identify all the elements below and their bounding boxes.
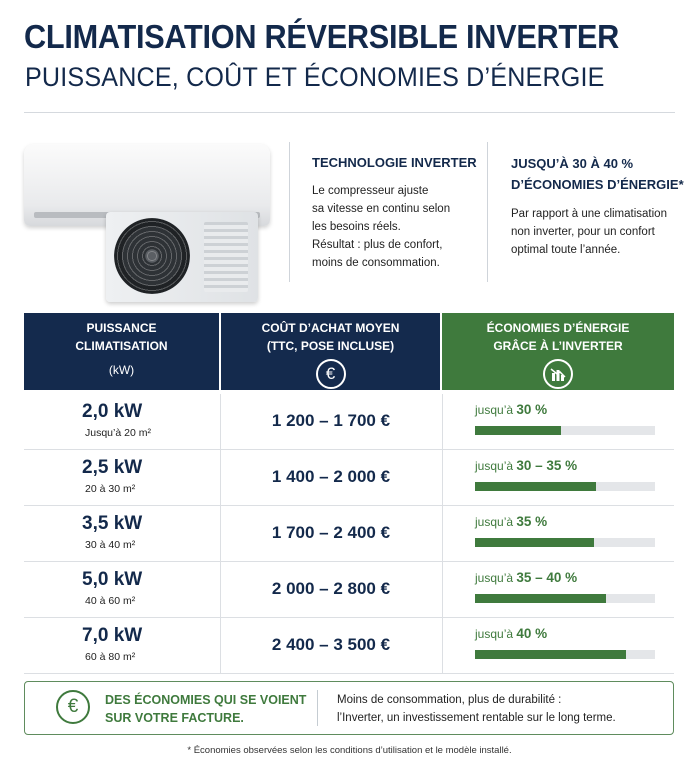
power-value: 2,0 kW [82,401,143,422]
area-value: 20 à 30 m² [85,483,136,495]
euro-icon: € [316,359,346,389]
area-value: 60 à 80 m² [85,651,136,663]
column-header-cost: COÛT D’ACHAT MOYEN (TTC, POSE INCLUSE) € [221,313,440,390]
callout-text: Moins de consommation, plus de durabilité : l’Inverter, un investissement rentable sur le long terme. [337,694,616,724]
price-value: 1 400 – 2 000 € [271,467,391,486]
table-row [24,450,674,506]
feature-text: Par rapport à une climatisation non inverter, pour un confort optimal toute l’année. [511,208,667,256]
power-value: 7,0 kW [82,625,143,646]
outdoor-unit [106,212,258,302]
feature-text: Le compresseur ajuste sa vitesse en continu selon les besoins réels. Résultat : plus de confort, moins de consommation. [312,185,451,269]
savings-callout [24,681,674,735]
savings-bar [475,650,655,659]
savings-value: jusqu’à 30 – 35 % [475,458,578,473]
page-subtitle: PUISSANCE, COÛT ET ÉCONOMIES D’ÉNERGIE [25,62,605,92]
table-row [24,618,674,674]
savings-bar [475,426,655,435]
savings-value: jusqu’à 40 % [475,626,548,641]
feature-title: JUSQU’À 30 À 40 % D’ÉCONOMIES D’ÉNERGIE* [511,156,684,192]
page-title: CLIMATISATION RÉVERSIBLE INVERTER [24,18,619,55]
column-header-power: PUISSANCE CLIMATISATION (kW) [24,313,219,390]
table-row [24,394,674,450]
savings-bar [475,482,655,491]
power-value: 3,5 kW [82,513,143,534]
savings-value: jusqu’à 35 % [475,514,548,529]
feature-title: TECHNOLOGIE INVERTER [312,155,477,170]
savings-value: jusqu’à 30 % [475,402,548,417]
air-conditioner-illustration [22,144,272,304]
power-value: 5,0 kW [82,569,143,590]
feature-divider [289,142,290,282]
table-row [24,506,674,562]
area-value: 40 à 60 m² [85,595,136,607]
callout-heading: DES ÉCONOMIES QUI SE VOIENT SUR VOTRE FACTURE. [105,693,307,725]
column-header-savings: ÉCONOMIES D’ÉNERGIE GRÂCE À L’INVERTER [442,313,674,390]
price-value: 2 400 – 3 500 € [271,635,391,654]
callout-divider [317,690,318,726]
price-value: 1 200 – 1 700 € [271,411,391,430]
area-value: Jusqu’à 20 m² [85,427,151,439]
price-value: 2 000 – 2 800 € [271,579,391,598]
savings-bar [475,538,655,547]
savings-bar [475,594,655,603]
area-value: 30 à 40 m² [85,539,136,551]
feature-divider [487,142,488,282]
footnote: * Économies observées selon les conditions d’utilisation et le modèle installé. [187,745,512,756]
price-value: 1 700 – 2 400 € [271,523,391,542]
header-divider [24,112,675,113]
savings-value: jusqu’à 35 – 40 % [475,570,578,585]
euro-icon: € [56,690,90,724]
fan-icon [114,218,190,294]
energy-savings-icon [543,359,573,389]
table-row [24,562,674,618]
power-value: 2,5 kW [82,457,143,478]
